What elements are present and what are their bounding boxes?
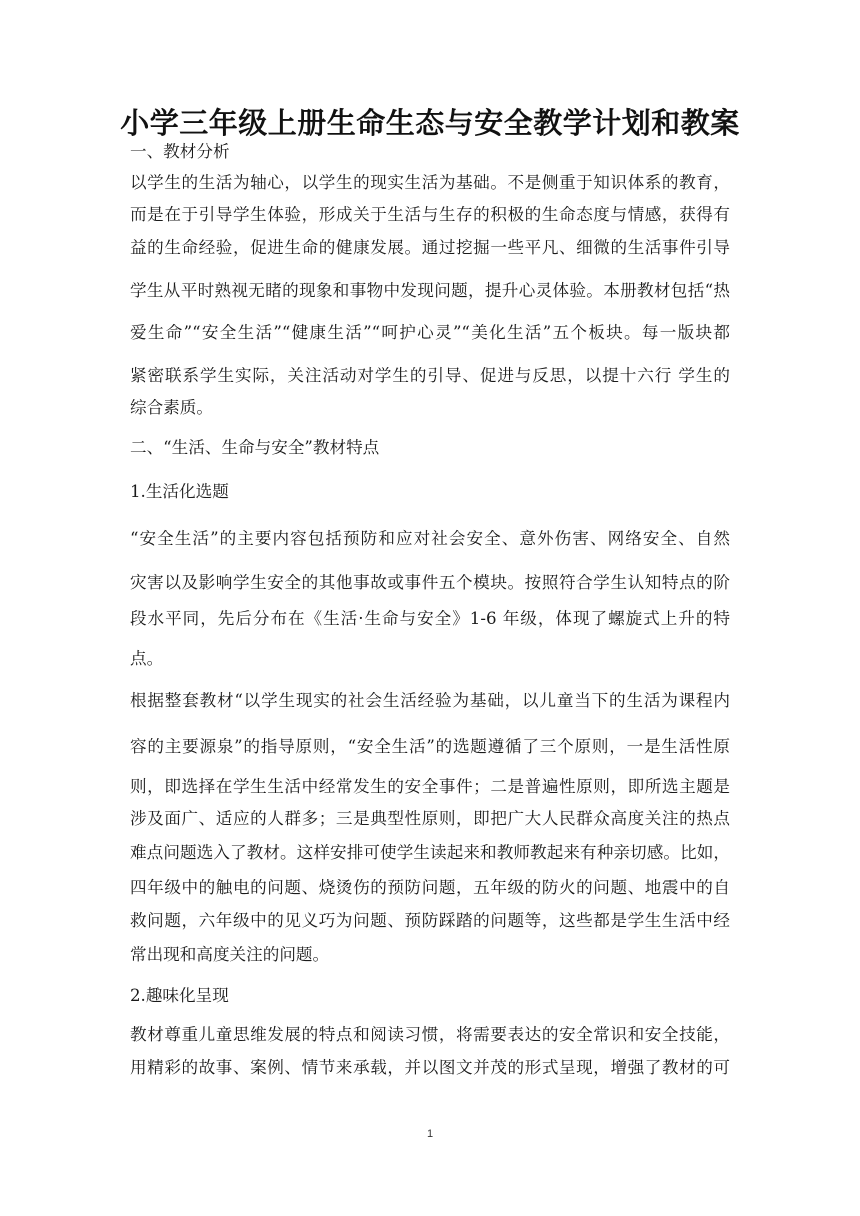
paragraph-line: 而是在于引导学生体验，形成关于生活与生存的积极的生命态度与情感，获得有 xyxy=(130,205,730,224)
paragraph-line: 则，即选择在学生生活中经常发生的安全事件；二是普遍性原则，即所选主题是 xyxy=(130,777,730,796)
paragraph-line: 根据整套教材“以学生现实的社会生活经验为基础，以儿童当下的生活为课程内 xyxy=(130,691,730,710)
paragraph-line: 爱生命”“安全生活”“健康生活”“呵护心灵”“美化生活”五个板块。每一版块都 xyxy=(130,323,730,342)
paragraph-line: 用精彩的故事、案例、情节来承载，并以图文并茂的形式呈现，增强了教材的可 xyxy=(130,1058,730,1077)
paragraph-line: “安全生活”的主要内容包括预防和应对社会安全、意外伤害、网络安全、自然 xyxy=(130,529,730,548)
paragraph-line: 段水平同，先后分布在《生活·生命与安全》1-6 年级，体现了螺旋式上升的特 xyxy=(130,609,730,628)
paragraph-line: 四年级中的触电的问题、烧烫伤的预防问题，五年级的防火的问题、地震中的自 xyxy=(130,878,730,897)
paragraph-line: 益的生命经验，促进生命的健康发展。通过挖掘一些平凡、细微的生活事件引导 xyxy=(130,238,730,257)
paragraph-line: 学生从平时熟视无睹的现象和事物中发现问题，提升心灵体验。本册教材包括“热 xyxy=(130,281,730,300)
paragraph-line: 救问题，六年级中的见义巧为问题、预防踩踏的问题等，这些都是学生生活中经 xyxy=(130,911,730,930)
section-heading: 一、教材分析 xyxy=(130,142,230,161)
subsection-heading: 2.趣味化呈现 xyxy=(130,986,229,1005)
document-title: 小学三年级上册生命生态与安全教学计划和教案 xyxy=(120,106,740,140)
paragraph-line: 以学生的生活为轴心，以学生的现实生活为基础。不是侧重于知识体系的教育， xyxy=(130,173,730,192)
paragraph-line: 容的主要源泉”的指导原则，“安全生活”的选题遵循了三个原则，一是生活性原 xyxy=(130,737,730,756)
paragraph-line: 紧密联系学生实际，关注活动对学生的引导、促进与反思，以提十六行 学生的 xyxy=(130,366,730,385)
page-number: 1 xyxy=(426,1128,434,1140)
paragraph-line: 灾害以及影响学生安全的其他事故或事件五个模块。按照符合学生认知特点的阶 xyxy=(130,573,730,592)
paragraph-line: 教材尊重儿童思维发展的特点和阅读习惯，将需要表达的安全常识和安全技能， xyxy=(130,1025,730,1044)
paragraph-line: 难点问题选入了教材。这样安排可使学生读起来和教师教起来有种亲切感。比如， xyxy=(130,843,730,862)
paragraph-line: 常出现和高度关注的问题。 xyxy=(130,945,330,964)
paragraph-line: 点。 xyxy=(130,649,164,668)
subsection-heading: 1.生活化选题 xyxy=(130,482,229,501)
section-heading: 二、“生活、生命与安全”教材特点 xyxy=(130,438,380,457)
paragraph-line: 综合素质。 xyxy=(130,398,213,417)
paragraph-line: 涉及面广、适应的人群多；三是典型性原则，即把广大人民群众高度关注的热点 xyxy=(130,809,730,828)
